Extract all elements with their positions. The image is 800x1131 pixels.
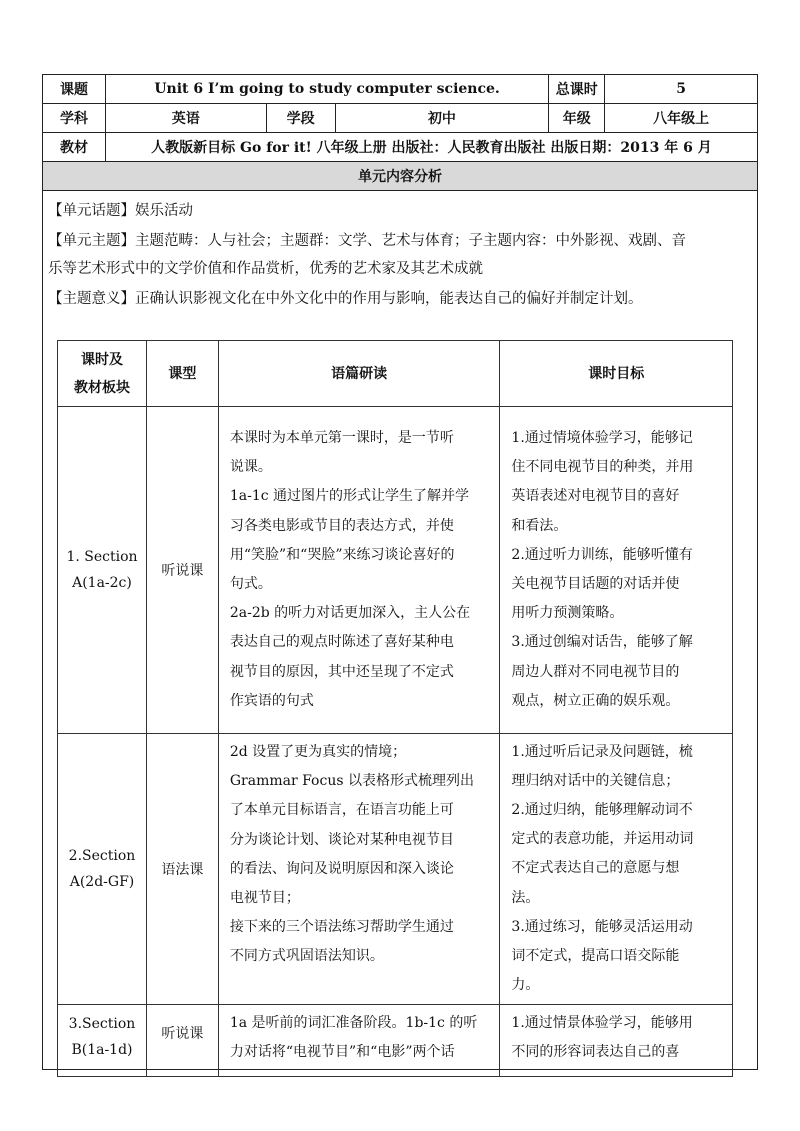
text-line: 词不定式，提高口语交际能 <box>511 948 680 964</box>
table-row <box>58 1005 733 1077</box>
col-header-reading: 语篇研读 <box>218 341 500 407</box>
text-line: 理归纳对话中的关键信息； <box>511 772 680 789</box>
text-line: 的看法、询问及说明原因和深入谈论 <box>229 860 454 877</box>
text-line: 观点，树立正确的娱乐观。 <box>511 692 680 709</box>
total-label: 总课时 <box>549 75 605 104</box>
lesson-line2: B(1a-1d) <box>71 1042 133 1058</box>
lesson-line1: 2.Section <box>68 848 136 864</box>
reading-text <box>220 424 499 716</box>
text-line: 法。 <box>511 889 540 906</box>
unit-theme-label: 【单元主题】 <box>48 233 135 249</box>
unit-theme-line1: 主题范畴：人与社会；主题群：文学、艺术与体育；子主题内容：中外影视、戏剧、音 <box>135 233 686 249</box>
text-line: 力对话将“电视节目”和“电影”两个话 <box>229 1044 455 1061</box>
topic-value: Unit 6 I’m going to study computer science. <box>105 75 548 104</box>
text-line: 用听力预测策略。 <box>511 605 624 622</box>
text-line: 不同的形容词表达自己的喜 <box>511 1044 680 1061</box>
stage-label: 学段 <box>266 104 335 133</box>
text-line: 1.通过情景体验学习，能够用 <box>511 1015 693 1031</box>
text-line: 视节目的原因，其中还呈现了不定式 <box>229 663 454 680</box>
lesson-line1: 1. Section <box>66 549 138 565</box>
goals-text <box>501 1009 731 1067</box>
type-cell: 语法课 <box>146 734 218 1005</box>
text-line: 习各类电影或节目的表达方式，并使 <box>229 517 454 534</box>
text-line: 1.通过听后记录及问题链，梳 <box>511 743 693 760</box>
text-line: 2a-2b 的听力对话更加深入，主人公在 <box>229 605 471 622</box>
reading-cell <box>218 407 500 734</box>
unit-theme-paragraph <box>48 227 686 255</box>
text-line: 定式的表意功能，并运用动词 <box>511 831 694 848</box>
textbook-value: 人教版新目标 Go for it! 八年级上册 出版社：人民教育出版社 出版日期：2013 年 6 月 <box>105 133 757 162</box>
grade-label: 年级 <box>549 104 605 133</box>
text-line: 分为谈论计划、谈论对某种电视节目 <box>229 831 454 848</box>
col-header-lesson-line1: 课时及 <box>80 351 123 368</box>
text-line: 用“笑脸”和“哭脸”来练习谈论喜好的 <box>229 546 455 563</box>
section-title: 单元内容分析 <box>43 162 758 191</box>
total-value: 5 <box>605 75 758 104</box>
col-header-type: 课型 <box>146 341 218 407</box>
text-line: 3.通过创编对话告，能够了解 <box>511 634 693 651</box>
text-line: 1a-1c 通过图片的形式让学生了解并学 <box>229 488 470 505</box>
topic-label: 课题 <box>43 75 106 104</box>
text-line: 和看法。 <box>511 517 568 534</box>
lesson-line2: A(2d-GF) <box>69 874 135 890</box>
text-line: 2d 设置了更为真实的情境； <box>229 744 407 760</box>
subject-label: 学科 <box>43 104 106 133</box>
unit-theme-line2: 乐等艺术形式中的文学价值和作品赏析，优秀的艺术家及其艺术成就 <box>48 261 483 277</box>
text-line: 2.通过听力训练，能够听懂有 <box>511 546 693 563</box>
text-line: 本课时为本单元第一课时，是一节听 <box>229 429 454 446</box>
table-row <box>58 734 733 1005</box>
goals-cell <box>500 407 733 734</box>
text-line: 了本单元目标语言，在语言功能上可 <box>229 802 454 819</box>
theme-meaning-paragraph <box>48 285 643 313</box>
reading-cell <box>218 734 500 1005</box>
col-header-goals: 课时目标 <box>500 341 733 407</box>
text-line: 2.通过归纳，能够理解动词不 <box>511 801 693 818</box>
stage-value: 初中 <box>335 104 549 133</box>
reading-text <box>220 738 499 972</box>
type-cell: 听说课 <box>146 1005 218 1077</box>
col-header-lesson-line2: 教材板块 <box>73 379 130 396</box>
text-line: 周边人群对不同电视节目的 <box>511 663 680 680</box>
goals-cell <box>500 1005 733 1077</box>
unit-topic-paragraph <box>48 197 193 225</box>
subject-value: 英语 <box>105 104 266 133</box>
text-line: 作宾语的句式 <box>229 692 314 709</box>
text-line: Grammar Focus 以表格形式梳理列出 <box>229 773 474 790</box>
lesson-line2: A(1a-2c) <box>72 575 132 591</box>
text-line: 句式。 <box>229 576 272 592</box>
reading-cell <box>218 1005 500 1077</box>
text-line: 说课。 <box>229 459 272 476</box>
lesson-line1: 3.Section <box>68 1016 136 1032</box>
lesson-table <box>57 340 733 1077</box>
grade-value: 八年级上 <box>605 104 758 133</box>
reading-text <box>220 1009 499 1067</box>
lesson-cell <box>58 407 147 734</box>
unit-topic-label: 【单元话题】 <box>48 203 135 219</box>
unit-theme-paragraph-cont <box>48 255 483 283</box>
text-line: 住不同电视节目的种类，并用 <box>511 459 694 476</box>
goals-cell <box>500 734 733 1005</box>
lesson-cell <box>58 734 147 1005</box>
theme-meaning-label: 【主题意义】 <box>48 291 135 307</box>
text-line: 接下来的三个语法练习帮助学生通过 <box>229 919 454 936</box>
text-line: 不同方式巩固语法知识。 <box>229 948 384 965</box>
text-line: 英语表述对电视节目的喜好 <box>511 488 680 505</box>
lesson-cell <box>58 1005 147 1077</box>
goals-text <box>501 424 731 716</box>
text-line: 不定式表达自己的意愿与想 <box>511 860 680 877</box>
goals-text <box>501 738 731 1001</box>
text-line: 电视节目； <box>229 890 300 907</box>
text-line: 表达自己的观点时陈述了喜好某种电 <box>229 634 454 651</box>
text-line: 关电视节目话题的对话并使 <box>511 576 680 592</box>
unit-topic-text: 娱乐活动 <box>135 203 193 219</box>
theme-meaning-text: 正确认识影视文化在中外文化中的作用与影响，能表达自己的偏好并制定计划。 <box>135 291 643 307</box>
text-line: 3.通过练习，能够灵活运用动 <box>511 918 693 935</box>
textbook-label: 教材 <box>43 133 106 162</box>
table-row <box>58 407 733 734</box>
text-line: 1.通过情境体验学习，能够记 <box>511 429 693 446</box>
text-line: 1a 是听前的词汇准备阶段。1b-1c 的听 <box>229 1015 478 1031</box>
text-line: 力。 <box>511 977 540 994</box>
col-header-lesson <box>58 341 147 407</box>
type-cell: 听说课 <box>146 407 218 734</box>
